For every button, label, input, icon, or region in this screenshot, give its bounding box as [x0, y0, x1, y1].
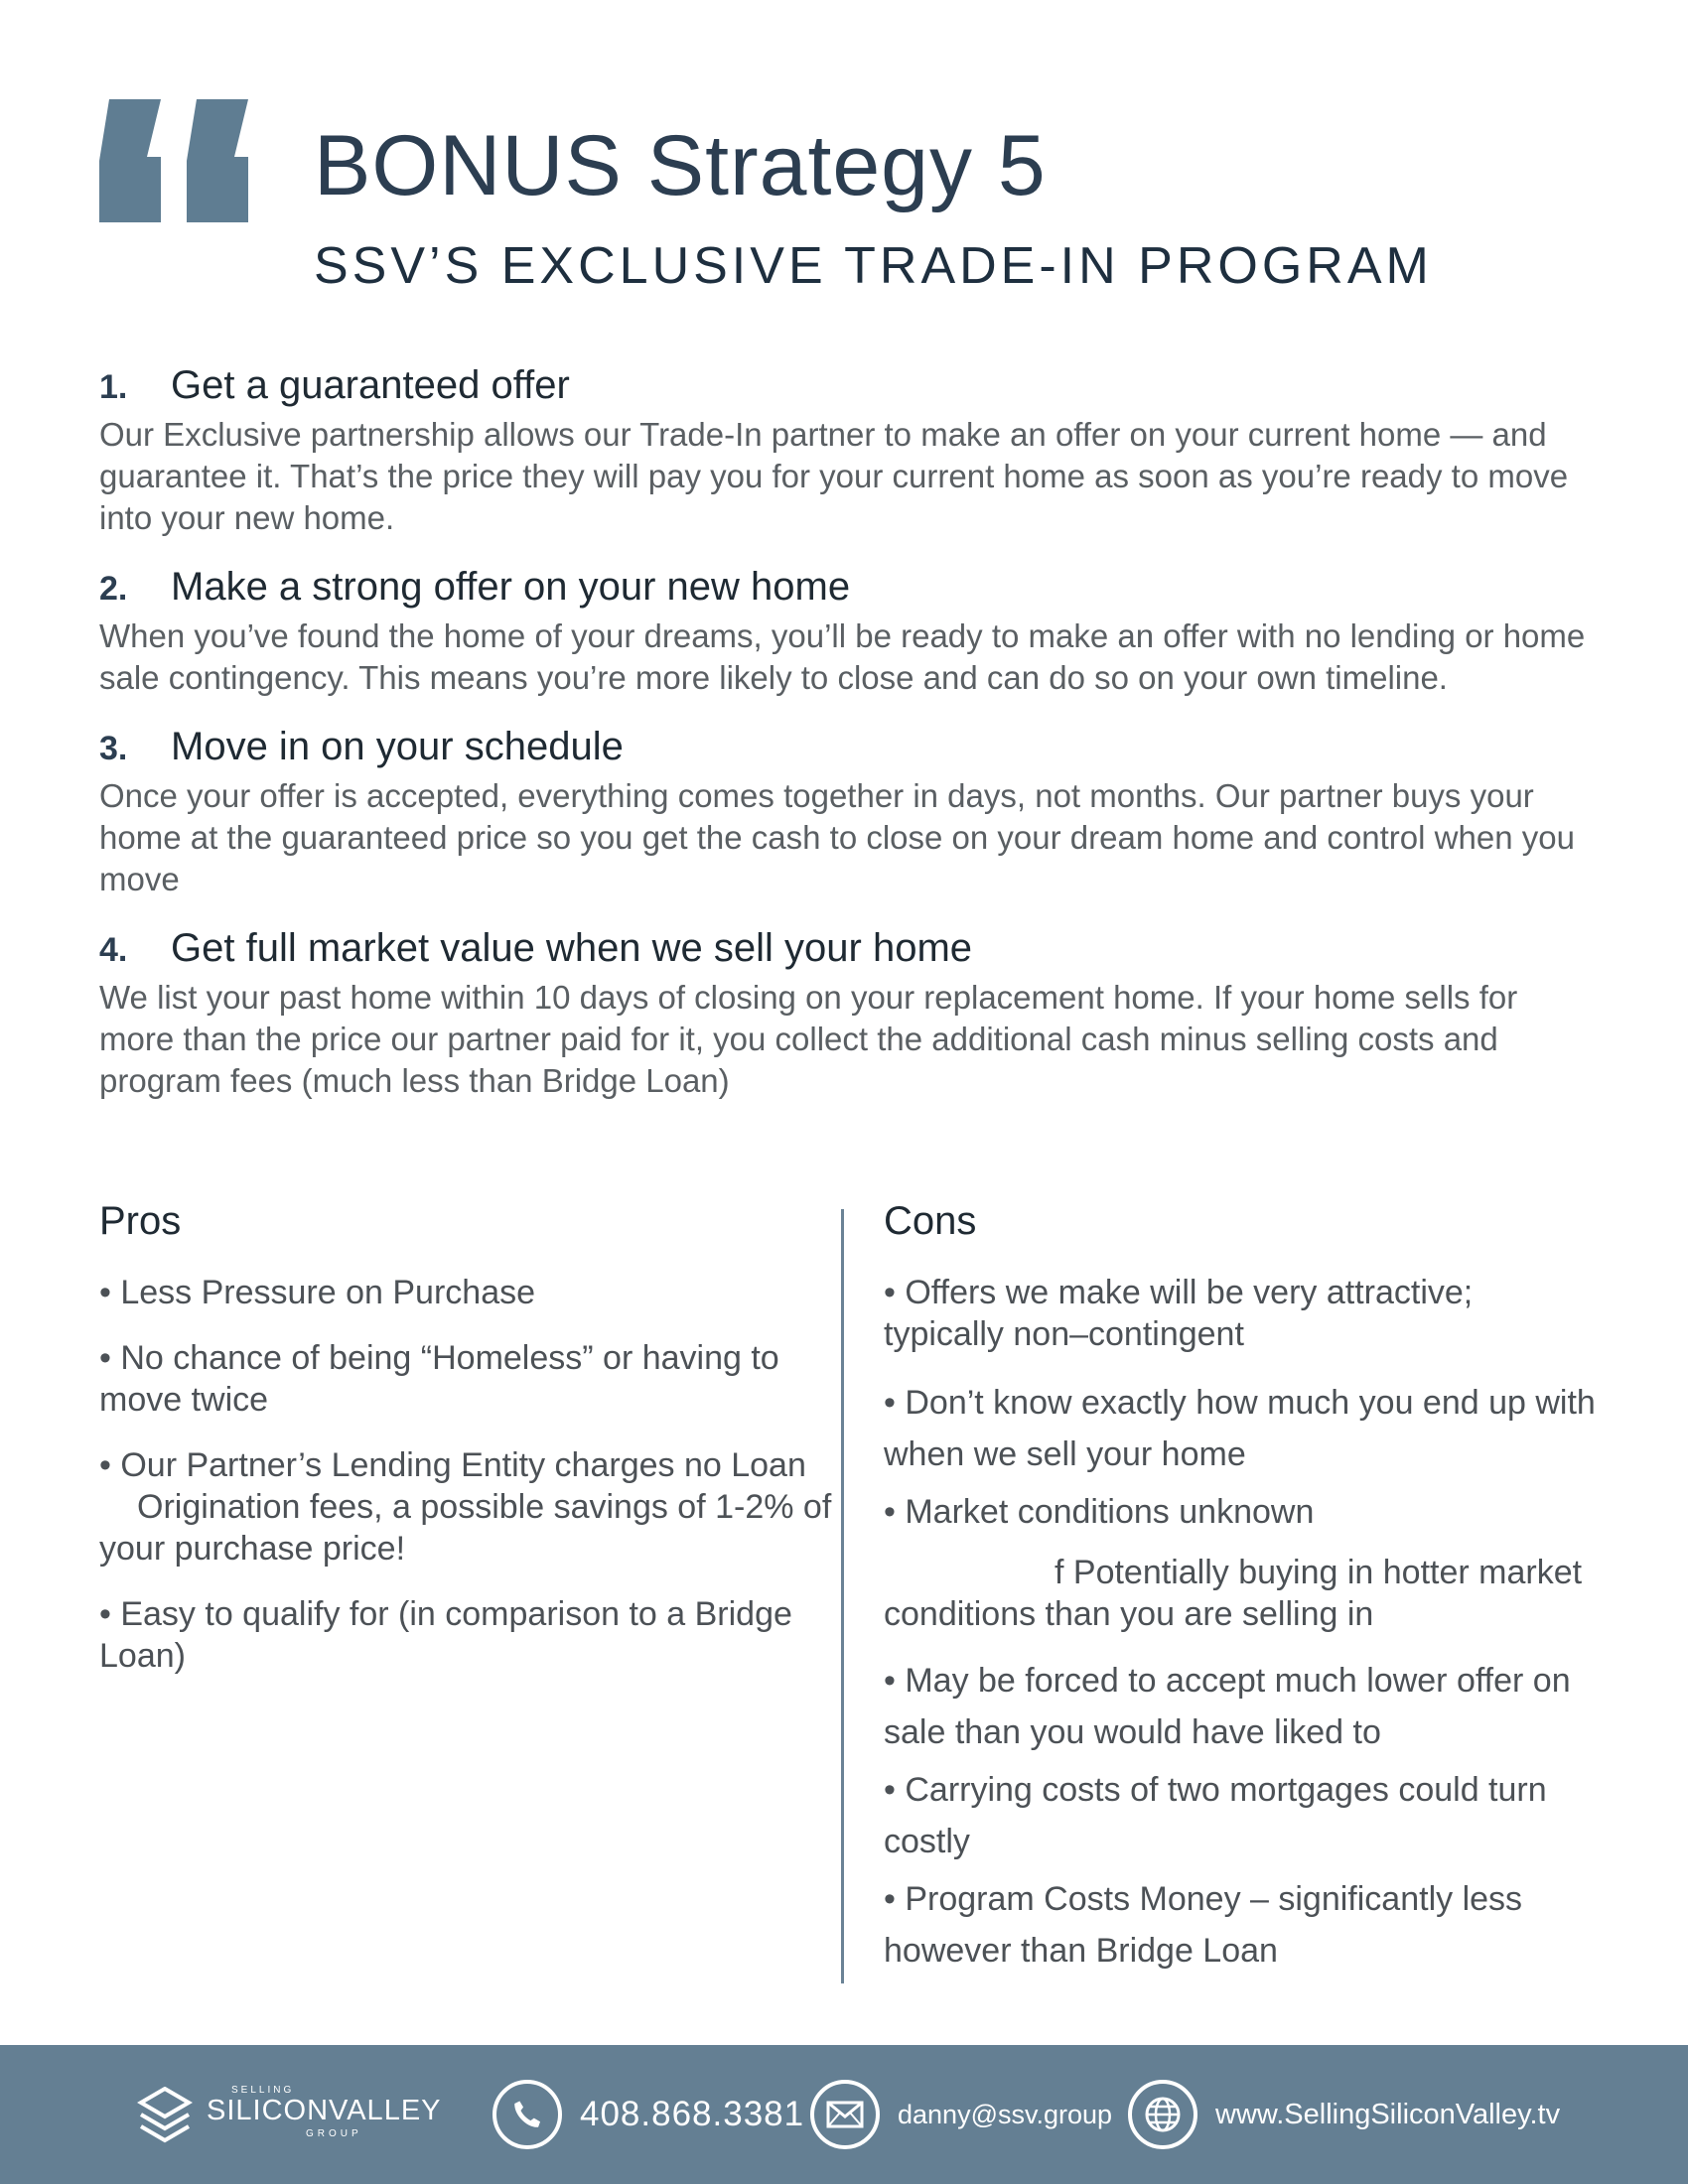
footer-bar	[0, 2045, 1688, 2184]
step-title: Make a strong offer on your new home	[171, 565, 851, 609]
globe-icon	[1128, 2080, 1197, 2149]
steps-list	[99, 363, 1589, 1128]
step-heading	[99, 363, 1589, 408]
step-heading	[99, 565, 1589, 610]
pros-item: • No chance of being “Homeless” or having to move twice	[99, 1339, 779, 1419]
cons-column	[884, 1199, 1599, 1982]
pros-item: • Less Pressure on Purchase	[99, 1274, 536, 1311]
website-link[interactable]: www.SellingSiliconValley.tv	[1215, 2098, 1561, 2130]
cons-item: • Market conditions unknown	[884, 1493, 1315, 1531]
cons-item: f Potentially buying in hotter market conditions than you are selling in	[884, 1554, 1583, 1633]
step-item	[99, 565, 1589, 699]
step-heading	[99, 725, 1589, 769]
logo-bottom-text: GROUP	[306, 2128, 362, 2139]
envelope-icon	[810, 2080, 880, 2149]
phone-icon	[492, 2080, 562, 2149]
step-item	[99, 363, 1589, 539]
cons-item: • May be forced to accept much lower offer on sale than you would have liked to	[884, 1662, 1571, 1751]
pros-title: Pros	[99, 1199, 182, 1243]
step-title: Get a guaranteed offer	[171, 363, 570, 407]
logo-top-text: SELLING	[231, 2085, 295, 2096]
quote-mark-icon	[99, 99, 248, 222]
pros-item: • Our Partner’s Lending Entity charges no Loan	[99, 1446, 806, 1484]
logo-mark-icon	[137, 2087, 193, 2146]
page-title: BONUS Strategy 5	[314, 118, 1047, 213]
step-body: Our Exclusive partnership allows our Trade-In partner to make an offer on your current home — and guarantee it. That’s the price they will pay you for your current home as soon as you’re ready to move into your new home.	[99, 416, 1569, 536]
pros-column	[99, 1199, 834, 1701]
logo-main-text: SILICONVALLEY	[207, 2095, 442, 2126]
step-item	[99, 725, 1589, 900]
cons-item: • Program Costs Money – significantly less however than Bridge Loan	[884, 1880, 1523, 1970]
step-heading	[99, 926, 1589, 971]
website-contact[interactable]	[1128, 2075, 1560, 2154]
step-number: 1.	[99, 368, 128, 406]
cons-item: • Carrying costs of two mortgages could turn costly	[884, 1771, 1547, 1860]
company-logo	[137, 2085, 442, 2148]
step-number: 2.	[99, 570, 128, 608]
step-item	[99, 926, 1589, 1102]
column-divider	[841, 1209, 844, 1983]
phone-number[interactable]: 408.868.3381	[580, 2095, 805, 2133]
cons-title: Cons	[884, 1199, 977, 1243]
phone-contact[interactable]	[492, 2075, 804, 2154]
pros-cons-section	[99, 1199, 1599, 1974]
email-contact[interactable]	[810, 2075, 1112, 2154]
pros-item: Origination fees, a possible savings of 1-2% of your purchase price!	[99, 1488, 832, 1568]
cons-item: • Don’t know exactly how much you end up with when we sell your home	[884, 1384, 1596, 1473]
step-body: Once your offer is accepted, everything comes together in days, not months. Our partner buys your home at the guaranteed price so you get the cash to close on your dream home and control when you move	[99, 777, 1575, 897]
pros-item: • Easy to qualify for (in comparison to a Bridge Loan)	[99, 1595, 792, 1675]
step-number: 3.	[99, 730, 128, 767]
step-body: We list your past home within 10 days of closing on your replacement home. If your home sells for more than the price our partner paid for it, you collect the additional cash minus selling costs and program fees (much less than Bridge Loan)	[99, 979, 1518, 1099]
step-title: Get full market value when we sell your home	[171, 926, 973, 970]
step-body: When you’ve found the home of your dreams, you’ll be ready to make an offer with no lending or home sale contingency. This means you’re more likely to close and can do so on your own timeline.	[99, 617, 1586, 696]
page-subtitle: SSV’S EXCLUSIVE TRADE-IN PROGRAM	[314, 237, 1433, 295]
step-title: Move in on your schedule	[171, 725, 624, 768]
step-number: 4.	[99, 931, 128, 969]
cons-item: • Offers we make will be very attractive; typically non–contingent	[884, 1274, 1474, 1353]
email-address[interactable]: danny@ssv.group	[898, 2099, 1113, 2129]
